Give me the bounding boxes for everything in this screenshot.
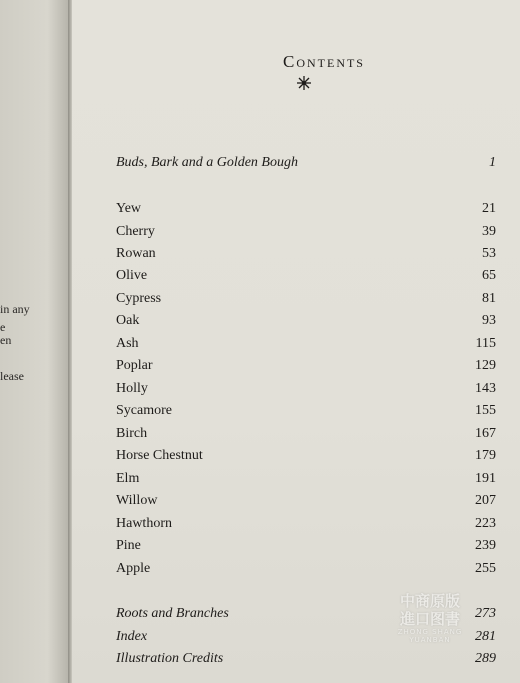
toc-entry-label: Roots and Branches — [116, 606, 229, 621]
toc-entry-page: 167 — [475, 426, 496, 441]
toc-entry-label: Poplar — [116, 358, 153, 373]
toc-entry-page: 289 — [475, 651, 496, 666]
toc-entry[interactable] — [116, 536, 496, 556]
toc-entry-page: 155 — [475, 403, 496, 418]
toc-entry-page: 21 — [482, 201, 496, 216]
toc-entry-page: 81 — [482, 291, 496, 306]
toc-entry-page: 143 — [475, 381, 496, 396]
toc-entry[interactable] — [116, 266, 496, 286]
left-page-fragment: lease — [0, 369, 24, 383]
left-page — [0, 0, 68, 683]
toc-entry-page: 93 — [482, 313, 496, 328]
toc-entry-label: Index — [116, 629, 148, 644]
toc-entry-label: Illustration Credits — [116, 651, 224, 666]
toc-entry[interactable] — [116, 469, 496, 489]
toc-entry-label: Buds, Bark and a Golden Bough — [116, 155, 298, 170]
toc-entry[interactable] — [116, 244, 496, 264]
toc-entry[interactable] — [116, 514, 496, 534]
toc-entry[interactable] — [116, 222, 496, 242]
page-title: Contents — [282, 52, 365, 71]
toc-entry-label: Horse Chestnut — [116, 448, 203, 463]
toc-entry-page: 239 — [475, 538, 496, 553]
toc-entry-page: 65 — [482, 268, 496, 283]
toc-entry[interactable] — [116, 446, 496, 466]
toc-entry-page: 53 — [482, 246, 496, 261]
toc-entry-label: Hawthorn — [116, 516, 172, 531]
toc-entry-label: Sycamore — [116, 403, 172, 418]
toc-entry-back-matter[interactable] — [116, 649, 496, 669]
watermark-stamp — [380, 590, 480, 642]
toc-entry-label: Yew — [116, 201, 142, 216]
watermark-line: 中商原版 — [399, 592, 460, 610]
toc-entry-label: Apple — [116, 561, 151, 576]
watermark-line: 進口图書 — [399, 610, 460, 628]
contents-page — [72, 0, 520, 683]
toc-entry[interactable] — [116, 289, 496, 309]
toc-entry-page: 255 — [475, 561, 496, 576]
toc-entry[interactable] — [116, 491, 496, 511]
toc-entry-page: 39 — [482, 224, 496, 239]
toc-entry[interactable] — [116, 199, 496, 219]
toc-entry[interactable] — [116, 356, 496, 376]
toc-entry-label: Holly — [116, 381, 148, 396]
toc-entry-page: 1 — [489, 155, 496, 170]
toc-entry[interactable] — [116, 559, 496, 579]
toc-entry-page: 223 — [475, 516, 496, 531]
toc-entry-label: Pine — [116, 538, 141, 553]
toc-entry[interactable] — [116, 334, 496, 354]
left-page-fragment: en — [0, 333, 12, 347]
toc-entry-label: Rowan — [116, 246, 156, 261]
toc-entry-label: Elm — [116, 471, 140, 486]
toc-entry-page: 179 — [475, 448, 496, 463]
toc-entry-label: Olive — [116, 268, 148, 283]
toc-entry-label: Ash — [116, 336, 139, 351]
toc-entry-page: 115 — [475, 336, 496, 351]
toc-entry-intro[interactable] — [116, 153, 496, 173]
toc-entry-page: 191 — [475, 471, 496, 486]
watermark-line: ZHONG SHANG YUANBAN — [397, 628, 463, 644]
toc-entry[interactable] — [116, 311, 496, 331]
toc-entry-page: 129 — [475, 358, 496, 373]
toc-entry-label: Birch — [116, 426, 148, 441]
toc-entry[interactable] — [116, 401, 496, 421]
toc-entry-label: Oak — [116, 313, 140, 328]
left-page-fragment: e — [0, 320, 6, 334]
toc-entry-label: Cypress — [116, 291, 162, 306]
toc-entry-page: 207 — [475, 493, 496, 508]
toc-entry[interactable] — [116, 379, 496, 399]
toc-entry-label: Cherry — [116, 224, 155, 239]
toc-entry-page: 281 — [475, 629, 496, 644]
toc-entry-page: 273 — [475, 606, 496, 621]
toc-entry-label: Willow — [116, 493, 158, 508]
asterism-ornament-icon — [296, 75, 312, 91]
toc-entry[interactable] — [116, 424, 496, 444]
left-page-fragment: in any — [0, 302, 30, 316]
